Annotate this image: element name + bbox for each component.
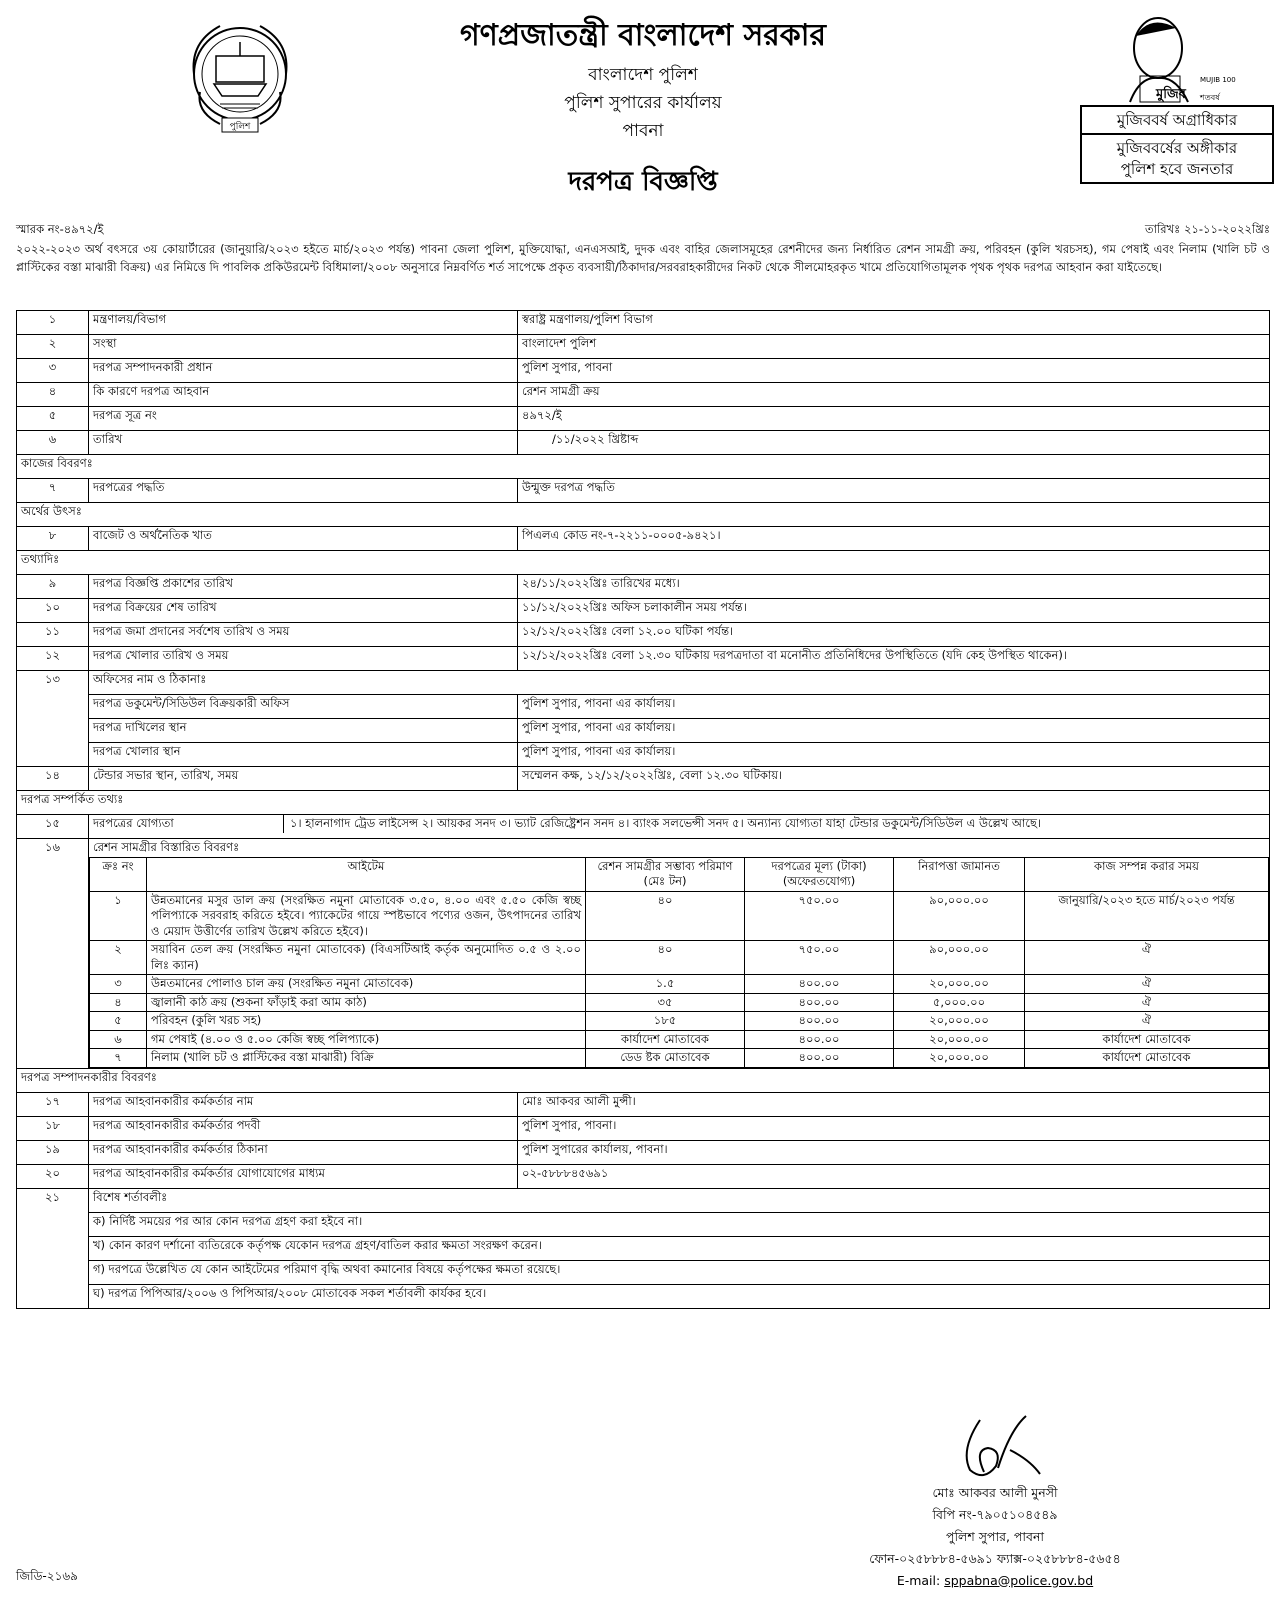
table-row: ১৬ রেশন সামগ্রীর বিস্তারিত বিবরণঃ ক্রঃ নং আইটেম রেশন সামগ্রীর সম্ভাব্য পরিমাণ (মেঃ টন) দরপত্রের মূল্য (টাকা) (অফেরতযোগ্য) নিরাপত্তা জামানত কাজ সম্পন্ন করার সময় ১ উন্নতমানের মসুর ডাল ক্রয় (সংরক্ষিত নমুনা মোতাবেক ৩.৫০, ৪.০০ এবং ৫.৫০ কেজি স্বচ্ছ পলিপ্যাকে সরবরাহ করিতে হইবে। প্যাকেটের গায়ে স্পষ্টভাবে পণ্যের ওজন, উৎপাদনের তারিখ ও মেয়াদ উত্তীর্ণের তারিখ উল্লেখ করিতে হইবে)। ৪০ ৭৫০.০০ ৯০,০০০.০০ জানুয়ারি/২০২৩ হতে মার্চ/২০২৩ পর্যন্ত ২ সয়াবিন তেল ক্রয় (সংরক্ষিত নমুনা মোতাবেক) (বিএসটিআই কর্তৃক অনুমোদিত ০.৫ ও ২.০০ লিঃ ক্যান) ৪০ ৭৫০.০০ ৯০,০০০.০০ ঐ ৩ উন্নতমানের পোলাও চাল ক্রয় (সংরক্ষিত নমুনা মোতাবেক) ১.৫ ৪০০.০০ ২০,০০০.০০ ঐ ৪ জ্বালানী কাঠ ক্রয় (শুকনা ফাঁড়াই করা আম কাঠ) ৩৫ ৪০০.০০ ৫,০০০.০০ ঐ ৫ পরিবহন (কুলি খরচ সহ) ১৮৫ ৪০০.০০ ২০,০০০.০০ ঐ ৬ গম পেষাই (৪.০০ ও ৫.০০ কেজি স্বচ্ছ পলিপ্যাকে) কার্যাদেশ মোতাবেক ৪০০.০০ ২০,০০০.০০ কার্যাদেশ মোতাবেক ৭ নিলাম (খালি চট ও প্লাস্টিকের বস্তা মাঝারী) বিক্রি ডেড ষ্টক মোতাবেক ৪০০.০০ ২০,০০০.০০ কার্যাদেশ মোতাবেক <box>17 839 1270 1069</box>
condition-row: গ) দরপত্রে উল্লেখিত যে কোন আইটেমের পরিমাণ বৃদ্ধি অথবা কমানোর বিষয়ে কর্তৃপক্ষের ক্ষমতা রয়েছে। <box>17 1260 1270 1284</box>
ration-item-row: ৫ পরিবহন (কুলি খরচ সহ) ১৮৫ ৪০০.০০ ২০,০০০.০০ ঐ <box>90 1012 1269 1031</box>
table-row: ১১ দরপত্র জমা প্রদানের সর্বশেষ তারিখ ও সময় ১২/১২/২০২২খ্রিঃ বেলা ১২.০০ ঘটিকা পর্যন্ত। <box>17 623 1270 647</box>
signature-lines <box>830 1482 1160 1591</box>
condition-row: ঘ) দরপত্র পিপিআর/২০০৬ ও পিপিআর/২০০৮ মোতাবেক সকল শর্তাবলী কার্যকর হবে। <box>17 1284 1270 1308</box>
table-row: ৯ দরপত্র বিজ্ঞপ্তি প্রকাশের তারিখ ২৪/১১/২০২২খ্রিঃ তারিখের মধ্যে। <box>17 575 1270 599</box>
table-row: ১৪ টেন্ডার সভার স্থান, তারিখ, সময় সম্মেলন কক্ষ, ১২/১২/২০২২খ্রিঃ, বেলা ১২.৩০ ঘটিকায়। <box>17 767 1270 791</box>
table-row: ১৩ অফিসের নাম ও ঠিকানাঃ <box>17 671 1270 695</box>
table-row: ৮ বাজেট ও অর্থনৈতিক খাত পিএলএ কোড নং-৭-২২১১-০০০৫-৯৪২১। <box>17 527 1270 551</box>
government-title: গণপ্রজাতন্ত্রী বাংলাদেশ সরকার <box>460 18 826 53</box>
table-row: ১০ দরপত্র বিক্রয়ের শেষ তারিখ ১১/১২/২০২২খ্রিঃ অফিস চলাকালীন সময় পর্যন্ত। <box>17 599 1270 623</box>
office-line: পুলিশ সুপারের কার্যালয় <box>564 93 722 113</box>
svg-text:মুজিব: মুজিব <box>1156 87 1186 102</box>
section-heading: দরপত্র সম্পর্কিত তথ্যঃ <box>17 791 1270 815</box>
officer-designation: পুলিশ সুপার, পাবনা <box>945 1528 1045 1544</box>
notice-title: দরপত্র বিজ্ঞপ্তি <box>568 167 718 197</box>
header <box>0 0 1286 212</box>
memo-number: স্মারক নং-৪৯৭২/ই <box>16 222 104 236</box>
table-row: ১৫ দরপত্রের যোগ্যতা ১। হালনাগাদ ট্রেড লাইসেন্স ২। আয়কর সনদ ৩। ভ্যাট রেজিষ্ট্রেশন সনদ ৪। ব্যাংক সলভেন্সী সনদ ৫। অন্যান্য যোগ্যতা যাহা টেন্ডার ডকুমেন্ট/সিডিউল এ উল্লেখ আছে। <box>17 815 1270 839</box>
section-heading: কাজের বিবরণঃ <box>17 455 1270 479</box>
mujib-100-logo <box>1110 6 1240 106</box>
ration-item-row: ৬ গম পেষাই (৪.০০ ও ৫.০০ কেজি স্বচ্ছ পলিপ্যাকে) কার্যাদেশ মোতাবেক ৪০০.০০ ২০,০০০.০০ কার্যাদেশ মোতাবেক <box>90 1030 1269 1049</box>
table-row: ৪ কি কারণে দরপত্র আহবান রেশন সামগ্রী ক্রয় <box>17 383 1270 407</box>
svg-text:MUJIB 100: MUJIB 100 <box>1200 76 1236 84</box>
district-line: পাবনা <box>622 121 664 141</box>
ration-item-row: ৪ জ্বালানী কাঠ ক্রয় (শুকনা ফাঁড়াই করা আম কাঠ) ৩৫ ৪০০.০০ ৫,০০০.০০ ঐ <box>90 993 1269 1012</box>
ration-item-row: ৩ উন্নতমানের পোলাও চাল ক্রয় (সংরক্ষিত নমুনা মোতাবেক) ১.৫ ৪০০.০০ ২০,০০০.০০ ঐ <box>90 975 1269 994</box>
officer-name: মোঃ আকবর আলী মুনসী <box>932 1485 1058 1500</box>
slogan-box <box>1080 105 1274 184</box>
memo-date: তারিখঃ ২১-১১-২০২২খ্রিঃ <box>1145 222 1270 236</box>
table-row: ১ মন্ত্রণালয়/বিভাগ স্বরাষ্ট্র মন্ত্রণালয়/পুলিশ বিভাগ <box>17 311 1270 335</box>
table-row: দরপত্র খোলার স্থান পুলিশ সুপার, পাবনা এর কার্যালয়। <box>17 743 1270 767</box>
ration-item-row: ১ উন্নতমানের মসুর ডাল ক্রয় (সংরক্ষিত নমুনা মোতাবেক ৩.৫০, ৪.০০ এবং ৫.৫০ কেজি স্বচ্ছ পলিপ্যাকে সরবরাহ করিতে হইবে। প্যাকেটের গায়ে স্পষ্টভাবে পণ্যের ওজন, উৎপাদনের তারিখ ও মেয়াদ উত্তীর্ণের তারিখ উল্লেখ করিতে হইবে)। ৪০ ৭৫০.০০ ৯০,০০০.০০ জানুয়ারি/২০২৩ হতে মার্চ/২০২৩ পর্যন্ত <box>90 891 1269 941</box>
table-row: ৭ দরপত্রের পদ্ধতি উন্মুক্ত দরপত্র পদ্ধতি <box>17 479 1270 503</box>
ration-item-row: ৭ নিলাম (খালি চট ও প্লাস্টিকের বস্তা মাঝারী) বিক্রি ডেড ষ্টক মোতাবেক ৪০০.০০ ২০,০০০.০০ কার্যাদেশ মোতাবেক <box>90 1049 1269 1068</box>
handwritten-signature <box>940 1410 1060 1482</box>
department-line: বাংলাদেশ পুলিশ <box>588 65 698 85</box>
officer-email-line: E-mail: sppabna@police.gov.bd <box>896 1572 1094 1588</box>
table-row: দরপত্র দাখিলের স্থান পুলিশ সুপার, পাবনা এর কার্যালয়। <box>17 719 1270 743</box>
intro-paragraph: ২০২২-২০২৩ অর্থ বৎসরে ৩য় কোয়ার্টারের (জানুয়ারি/২০২৩ হইতে মার্চ/২০২৩ পর্যন্ত) পাবনা জেলা পুলিশ, মুক্তিযোদ্ধা, এনএসআই, দুদক এবং বাহির জেলাসমূহের রেশনীদের জন্য নির্ধারিত রেশন সামগ্রী ক্রয়, পরিবহন (কুলি খরচসহ), গম পেষাই এবং নিলাম (খালি চট ও প্লাস্টিকের বস্তা মাঝারী বিক্রয়) এর নিমিত্তে দি পাবলিক প্রকিউরমেন্ট বিধিমালা/২০০৮ অনুসারে নিম্নবর্ণিত শর্ত সাপেক্ষে প্রকৃত ব্যবসায়ী/ঠিকাদার/সরবরাহকারীদের নিকট থেকে সীলমোহরকৃত খামে প্রতিযোগিতামূলক পৃথক পৃথক দরপত্র আহবান করা যাইতেছে। <box>16 242 1270 275</box>
table-row: ১২ দরপত্র খোলার তারিখ ও সময় ১২/১২/২০২২খ্রিঃ বেলা ১২.৩০ ঘটিকায় দরপত্রদাতা বা মনোনীত প্রতিনিধিদের উপস্থিতিতে (যদি কেহ উপস্থিত থাকেন)। <box>17 647 1270 671</box>
table-row: ৬ তারিখ /১১/২০২২ খ্রিষ্টাব্দ <box>17 431 1270 455</box>
ration-header-row: ক্রঃ নং আইটেম রেশন সামগ্রীর সম্ভাব্য পরিমাণ (মেঃ টন) দরপত্রের মূল্য (টাকা) (অফেরতযোগ্য) নিরাপত্তা জামানত কাজ সম্পন্ন করার সময় <box>90 857 1269 891</box>
signature-block <box>830 1410 1270 1590</box>
ration-items-table <box>89 857 1269 1068</box>
condition-row: খ) কোন কারণ দর্শানো ব্যতিরেকে কর্তৃপক্ষ যেকোন দরপত্র গ্রহণ/বাতিল করার ক্ষমতা সংরক্ষণ করেন। <box>17 1236 1270 1260</box>
memo-row <box>16 222 1270 238</box>
gd-number: জিডি-২১৬৯ <box>16 1569 78 1583</box>
officer-phone: ফোন-০২৫৮৮৮৪-৫৬৯১ ফ্যাক্স-০২৫৮৮৮৪-৫৬৫৪ <box>869 1550 1121 1566</box>
slogan-priority: মুজিববর্ষ অগ্রাধিকার <box>1082 107 1272 135</box>
table-row: ৩ দরপত্র সম্পাদনকারী প্রধান পুলিশ সুপার, পাবনা <box>17 359 1270 383</box>
ration-item-row: ২ সয়াবিন তেল ক্রয় (সংরক্ষিত নমুনা মোতাবেক) (বিএসটিআই কর্তৃক অনুমোদিত ০.৫ ও ২.০০ লিঃ ক্যান) ৪০ ৭৫০.০০ ৯০,০০০.০০ ঐ <box>90 941 1269 975</box>
table-row: ২০ দরপত্র আহবানকারীর কর্মকর্তার যোগাযোগের মাধ্যম ০২-৫৮৮৮৪৫৬৯১ <box>17 1164 1270 1188</box>
table-row: ১৯ দরপত্র আহবানকারীর কর্মকর্তার ঠিকানা পুলিশ সুপারের কার্যালয়, পাবনা। <box>17 1140 1270 1164</box>
table-row: দরপত্র ডকুমেন্ট/সিডিউল বিক্রয়কারী অফিস পুলিশ সুপার, পাবনা এর কার্যালয়। <box>17 695 1270 719</box>
svg-text:পুলিশ: পুলিশ <box>229 122 251 132</box>
section-heading: তথ্যাদিঃ <box>17 551 1270 575</box>
eligibility-cell: দরপত্রের যোগ্যতা ১। হালনাগাদ ট্রেড লাইসেন্স ২। আয়কর সনদ ৩। ভ্যাট রেজিষ্ট্রেশন সনদ ৪। ব্যাংক সলভেন্সী সনদ ৫। অন্যান্য যোগ্যতা যাহা টেন্ডার ডকুমেন্ট/সিডিউল এ উল্লেখ আছে। <box>89 815 1270 839</box>
section-heading: দরপত্র সম্পাদনকারীর বিবরণঃ <box>17 1068 1270 1092</box>
ration-details-cell: রেশন সামগ্রীর বিস্তারিত বিবরণঃ ক্রঃ নং আইটেম রেশন সামগ্রীর সম্ভাব্য পরিমাণ (মেঃ টন) দরপত্রের মূল্য (টাকা) (অফেরতযোগ্য) নিরাপত্তা জামানত কাজ সম্পন্ন করার সময় ১ উন্নতমানের মসুর ডাল ক্রয় (সংরক্ষিত নমুনা মোতাবেক ৩.৫০, ৪.০০ এবং ৫.৫০ কেজি স্বচ্ছ পলিপ্যাকে সরবরাহ করিতে হইবে। প্যাকেটের গায়ে স্পষ্টভাবে পণ্যের ওজন, উৎপাদনের তারিখ ও মেয়াদ উত্তীর্ণের তারিখ উল্লেখ করিতে হইবে)। ৪০ ৭৫০.০০ ৯০,০০০.০০ জানুয়ারি/২০২৩ হতে মার্চ/২০২৩ পর্যন্ত ২ সয়াবিন তেল ক্রয় (সংরক্ষিত নমুনা মোতাবেক) (বিএসটিআই কর্তৃক অনুমোদিত ০.৫ ও ২.০০ লিঃ ক্যান) ৪০ ৭৫০.০০ ৯০,০০০.০০ ঐ ৩ উন্নতমানের পোলাও চাল ক্রয় (সংরক্ষিত নমুনা মোতাবেক) ১.৫ ৪০০.০০ ২০,০০০.০০ ঐ ৪ জ্বালানী কাঠ ক্রয় (শুকনা ফাঁড়াই করা আম কাঠ) ৩৫ ৪০০.০০ ৫,০০০.০০ ঐ ৫ পরিবহন (কুলি খরচ সহ) ১৮৫ ৪০০.০০ ২০,০০০.০০ ঐ ৬ গম পেষাই (৪.০০ ও ৫.০০ কেজি স্বচ্ছ পলিপ্যাকে) কার্যাদেশ মোতাবেক ৪০০.০০ ২০,০০০.০০ কার্যাদেশ মোতাবেক ৭ নিলাম (খালি চট ও প্লাস্টিকের বস্তা মাঝারী) বিক্রি ডেড ষ্টক মোতাবেক ৪০০.০০ ২০,০০০.০০ কার্যাদেশ মোতাবেক <box>89 839 1270 1069</box>
svg-text:শতবর্ষ: শতবর্ষ <box>1200 93 1220 102</box>
table-row: ১৮ দরপত্র আহবানকারীর কর্মকর্তার পদবী পুলিশ সুপার, পাবনা। <box>17 1116 1270 1140</box>
tender-table <box>16 310 1270 1309</box>
table-row: ১৭ দরপত্র আহবানকারীর কর্মকর্তার নাম মোঃ আকবর আলী মুন্সী। <box>17 1092 1270 1116</box>
slogan-pledge: মুজিববর্ষের অঙ্গীকার পুলিশ হবে জনতার <box>1116 139 1238 178</box>
table-row: ৫ দরপত্র সূত্র নং ৪৯৭২/ই <box>17 407 1270 431</box>
table-row: ২১ বিশেষ শর্তাবলীঃ <box>17 1188 1270 1212</box>
email-link[interactable]: sppabna@police.gov.bd <box>944 1572 1094 1588</box>
table-row: ২ সংস্থা বাংলাদেশ পুলিশ <box>17 335 1270 359</box>
officer-bp: বিপি নং-৭৯০৫১০৪৫৪৯ <box>932 1506 1058 1522</box>
condition-row: ক) নির্দিষ্ট সময়ের পর আর কোন দরপত্র গ্রহণ করা হইবে না। <box>17 1212 1270 1236</box>
section-heading: অর্থের উৎসঃ <box>17 503 1270 527</box>
